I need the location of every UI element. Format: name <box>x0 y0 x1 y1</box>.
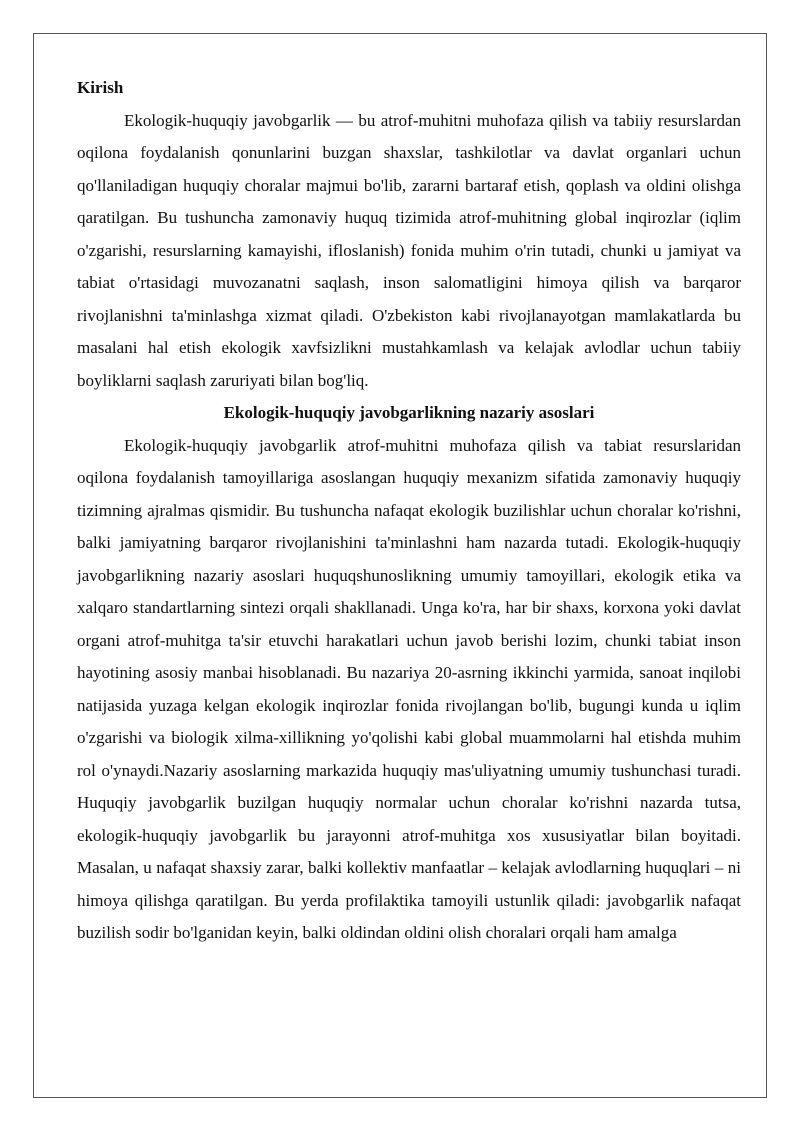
section-heading-theory: Ekologik-huquqiy javobgarlikning nazariy asoslari <box>223 403 595 422</box>
paragraph-theory: Ekologik-huquqiy javobgarlik atrof-muhitni muhofaza qilish va tabiat resurslaridan oqilona foydalanish tamoyillariga asoslangan huquqiy mexanizm sifatida zamonaviy huquqiy tizimning ajralmas qismidir. Bu tushuncha nafaqat ekologik buzilishlar uchun choralar ko'rishni, balki jamiyatning barqaror rivojlanishini ta'minlashni ham nazarda tutadi. Ekologik-huquqiy javobgarlikning nazariy asoslari huquqshunoslikning umumiy tamoyillari, ekologik etika va xalqaro standartlarning sintezi orqali shakllanadi. Unga ko'ra, har bir shaxs, korxona yoki davlat organi atrof-muhitga ta'sir etuvchi harakatlari uchun javob berishi lozim, chunki tabiat inson hayotining asosiy manbai hisoblanadi. Bu nazariya 20-asrning ikkinchi yarmida, sanoat inqilobi natijasida yuzaga kelgan ekologik inqirozlar fonida rivojlangan bo'lib, bugungi kunda u iqlim o'zgarishi va biologik xilma-xillikning yo'qolishi kabi global muammolarni hal etishda muhim rol o'ynaydi.Nazariy asoslarning markazida huquqiy mas'uliyatning umumiy tushunchasi turadi. Huquqiy javobgarlik buzilgan huquqiy normalar uchun choralar ko'rishni nazarda tutsa, ekologik-huquqiy javobgarlik bu jarayonni atrof-muhitga xos xususiyatlar bilan boyitadi. Masalan, u nafaqat shaxsiy zarar, balki kollektiv manfaatlar – kelajak avlodlarning huquqlari – ni himoya qilishga qaratilgan. Bu yerda profilaktika tamoyili ustunlik qiladi: javobgarlik nafaqat buzilish sodir bo'lganidan keyin, balki oldindan oldini olish choralari orqali ham amalga <box>77 435 741 942</box>
section-heading-intro: Kirish <box>77 78 124 97</box>
document-body <box>77 72 741 950</box>
paragraph-intro: Ekologik-huquqiy javobgarlik — bu atrof-muhitni muhofaza qilish va tabiiy resurslardan oqilona foydalanish qonunlarini buzgan shaxslar, tashkilotlar va davlat organlari uchun qo'llaniladigan huquqiy choralar majmui bo'lib, zararni bartaraf etish, qoplash va oldini olishga qaratilgan. Bu tushuncha zamonaviy huquq tizimida atrof-muhitning global inqirozlar (iqlim o'zgarishi, resurslarning kamayishi, ifloslanish) fonida muhim o'rin tutadi, chunki u jamiyat va tabiat o'rtasidagi muvozanatni saqlash, inson salomatligini himoya qilish va barqaror rivojlanishni ta'minlashga xizmat qiladi. O'zbekiston kabi rivojlanayotgan mamlakatlarda bu masalani hal etish ekologik xavfsizlikni mustahkamlash va kelajak avlodlar uchun tabiiy boyliklarni saqlash zaruriyati bilan bog'liq. <box>77 110 741 390</box>
